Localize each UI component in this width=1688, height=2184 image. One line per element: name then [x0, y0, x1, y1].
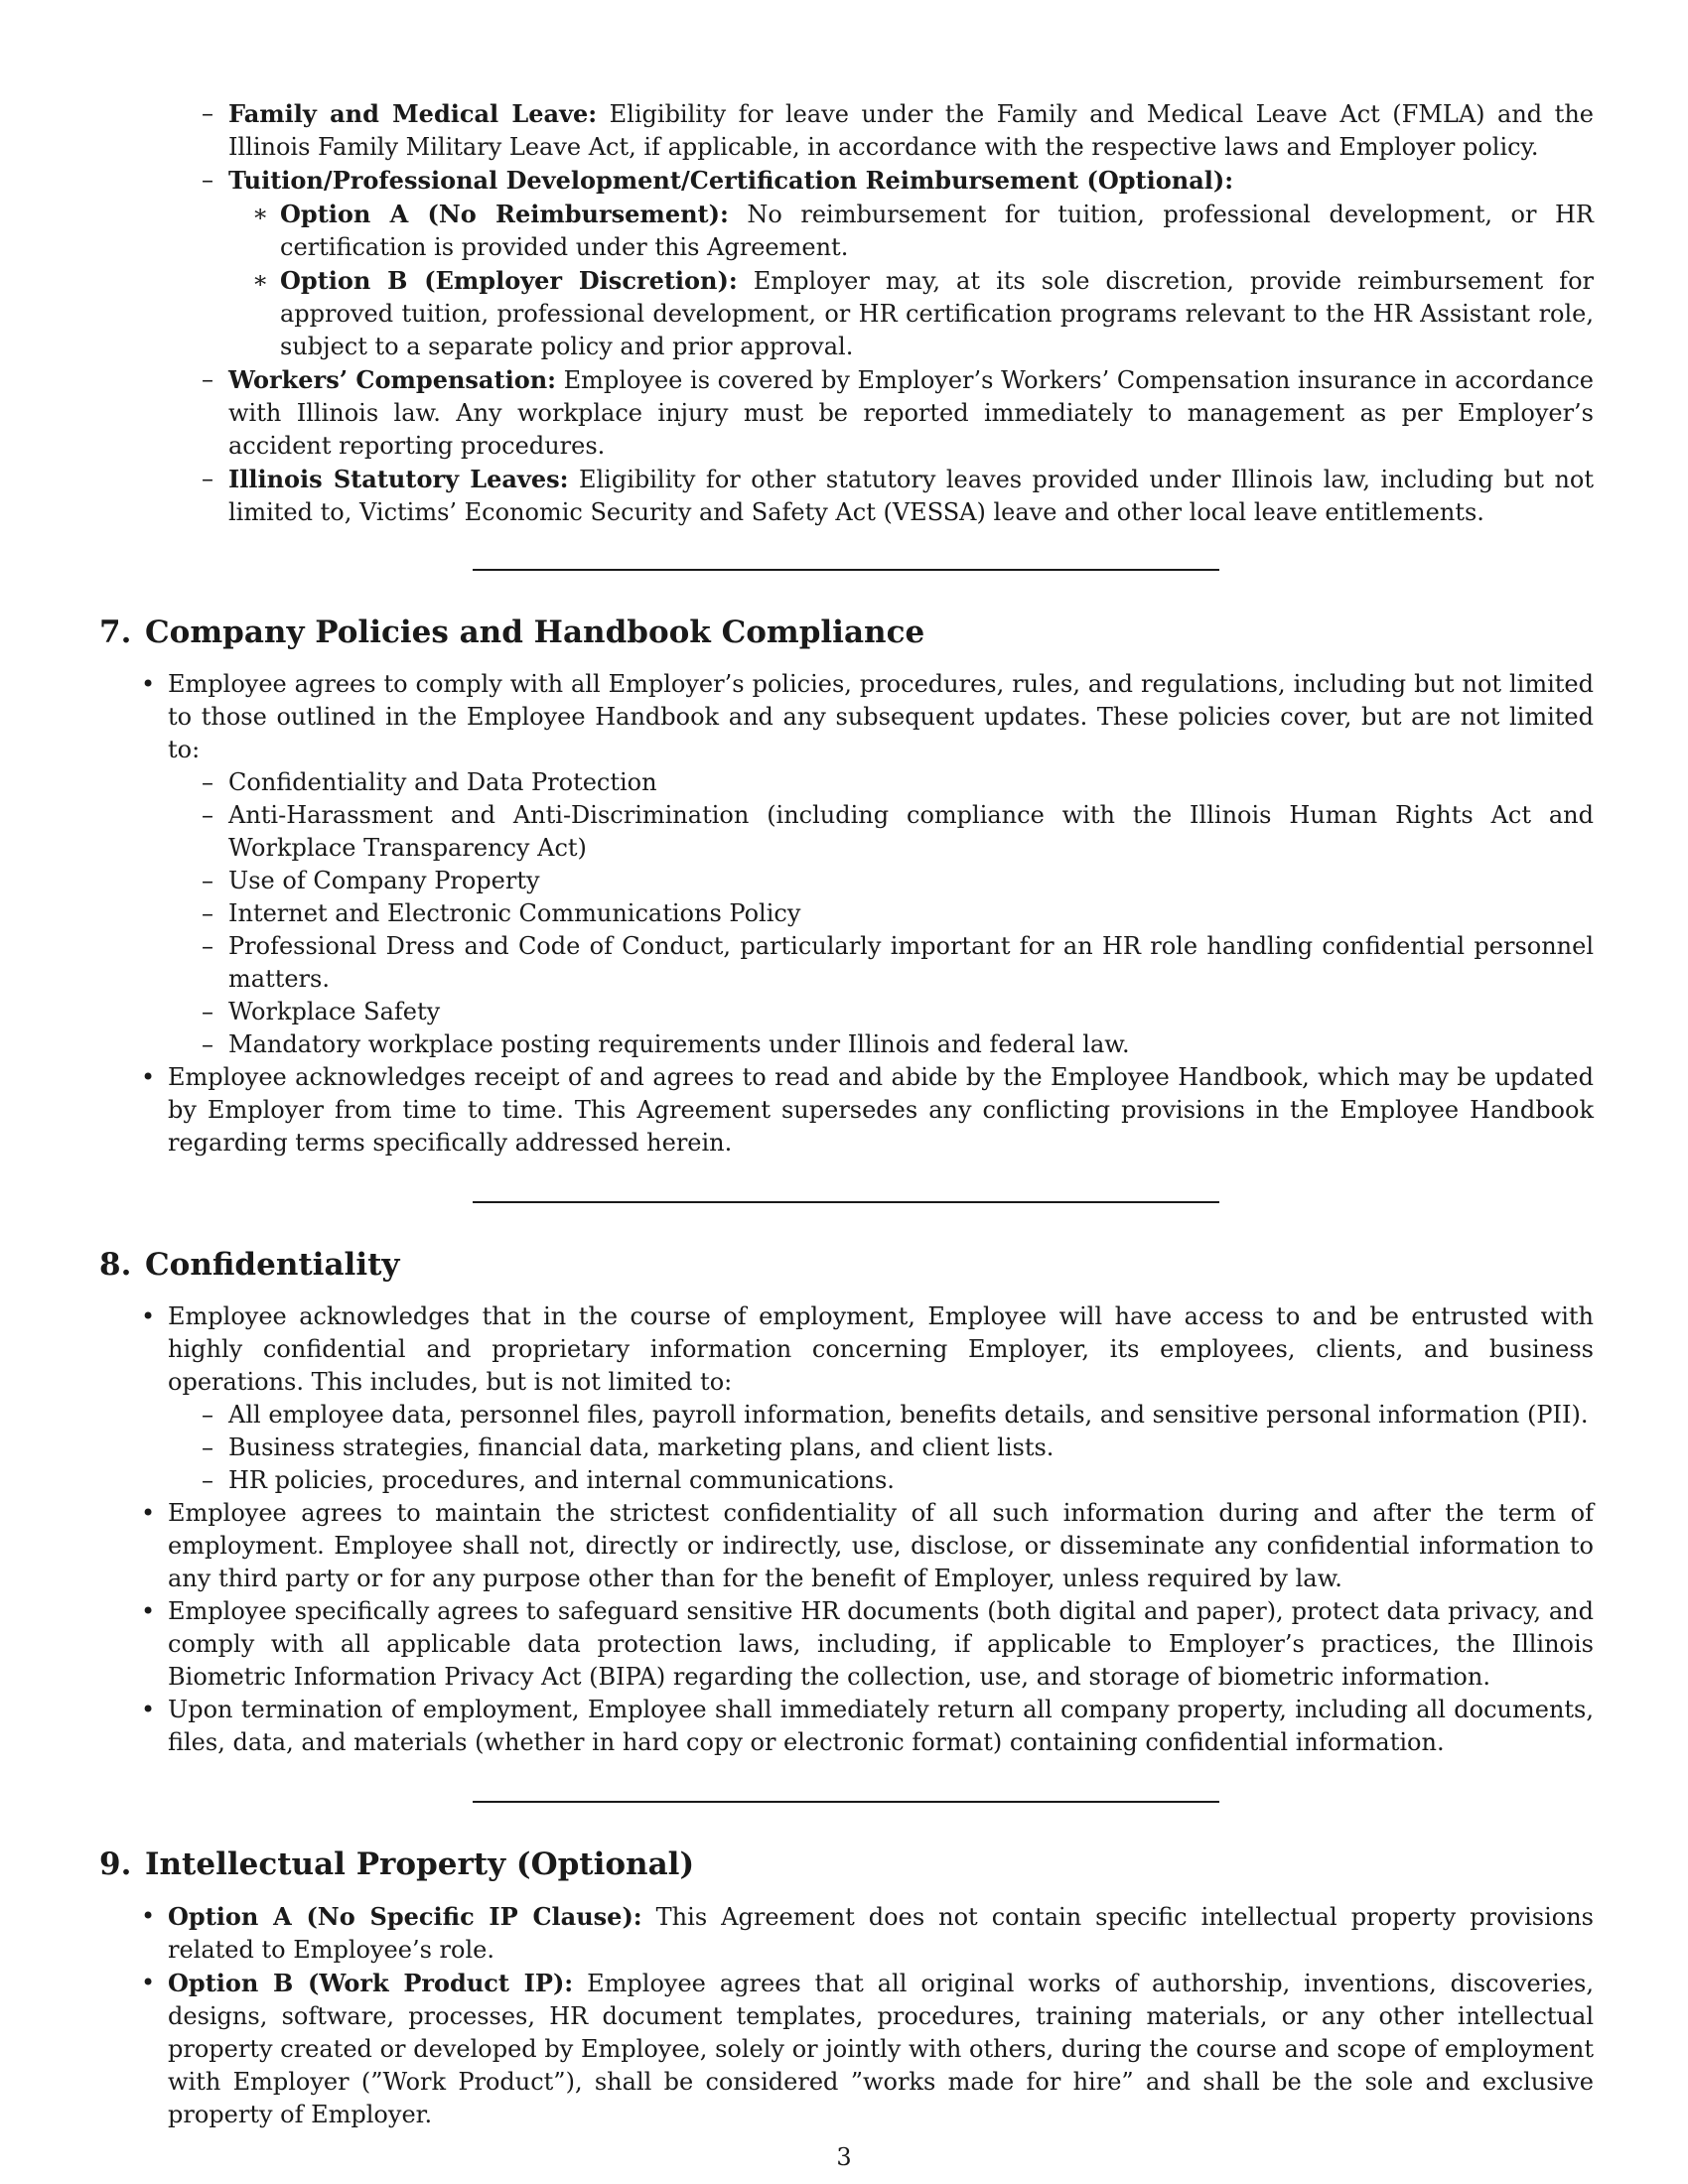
- list-item: [99, 865, 1594, 897]
- list-marker: –: [202, 99, 213, 127]
- section-divider: [473, 1201, 1219, 1203]
- list-item: [99, 1900, 1594, 1967]
- page-number: 3: [836, 2143, 852, 2171]
- list-item: [99, 897, 1594, 930]
- list-marker: •: [141, 1902, 156, 1930]
- item-term: Workers’ Compensation:: [228, 365, 557, 394]
- item-term: Option A (No Specific IP Clause):: [168, 1902, 642, 1931]
- section-number: 9.: [99, 1846, 132, 1882]
- item-text: All employee data, personnel files, payroll information, benefits details, and sensitive personal information (PII).: [228, 1401, 1589, 1429]
- item-text: Employee acknowledges receipt of and agrees to read and abide by the Employee Handbook, which may be updated by Employer from time to time. This Agreement supersedes any conflicting provisions in the Employee Handbook regarding terms specifically addressed herein.: [168, 1063, 1594, 1157]
- item-text: Professional Dress and Code of Conduct, particularly important for an HR role handling confidential personnel matters.: [228, 932, 1594, 993]
- list-item: [99, 1432, 1594, 1464]
- item-text: HR policies, procedures, and internal communications.: [228, 1466, 895, 1494]
- list-item: [99, 1028, 1594, 1061]
- list-marker: –: [202, 899, 213, 927]
- section-number: 7.: [99, 614, 132, 650]
- list-marker: •: [141, 1597, 156, 1625]
- list-marker: –: [202, 166, 213, 194]
- list-item: [99, 1399, 1594, 1432]
- list-item: [99, 198, 1594, 264]
- list-item: [99, 668, 1594, 766]
- section-heading-9: [99, 1844, 1594, 1884]
- section-title: Confidentiality: [145, 1247, 400, 1283]
- item-text: This Agreement does not contain specific intellectual property provisions related to Employee’s role.: [168, 1903, 1594, 1964]
- list-marker: –: [202, 465, 213, 492]
- list-marker: ∗: [252, 200, 269, 227]
- list-marker: –: [202, 365, 213, 393]
- item-text: Employee specifically agrees to safeguard sensitive HR documents (both digital and paper), protect data privacy, and comply with all applicable data protection laws, including, if applicable to Employer’s practices, the Illinois Biometric Information Privacy Act (BIPA) regarding the collection, use, and storage of biometric information.: [168, 1597, 1594, 1691]
- list-marker: –: [202, 801, 213, 829]
- section-heading-8: [99, 1245, 1594, 1285]
- item-text: Employee agrees that all original works of authorship, inventions, discoveries, designs, software, processes, HR document templates, procedures, training materials, or any other intellectual property created or developed by Employee, solely or jointly with others, during the course and scope of employment with Employer (”Work Product”), shall be considered ”works made for hire” and shall be the sole and exclusive property of Employer.: [168, 1970, 1594, 2128]
- section-title: Company Policies and Handbook Compliance: [145, 614, 925, 650]
- item-text: Eligibility for leave under the Family and Medical Leave Act (FMLA) and the Illinois Family Military Leave Act, if applicable, in accordance with the respective laws and Employer policy.: [228, 100, 1594, 161]
- item-text: Eligibility for other statutory leaves provided under Illinois law, including but not limited to, Victims’ Economic Security and Safety Act (VESSA) leave and other local leave entitlements.: [228, 466, 1595, 526]
- list-item: [99, 1300, 1594, 1399]
- list-item: [99, 766, 1594, 799]
- item-text: No reimbursement for tuition, professional development, or HR certification is provided under this Agreement.: [280, 201, 1595, 261]
- list-marker: –: [202, 1466, 213, 1494]
- list-marker: ∗: [252, 266, 269, 294]
- document-page: [99, 97, 1594, 2131]
- section-title: Intellectual Property (Optional): [145, 1846, 695, 1882]
- item-term: Option B (Work Product IP):: [168, 1969, 574, 1997]
- list-marker: •: [141, 1969, 156, 1996]
- list-marker: •: [141, 670, 156, 698]
- list-item: [99, 996, 1594, 1028]
- list-marker: –: [202, 1030, 213, 1058]
- item-text: Upon termination of employment, Employee shall immediately return all company property, including all documents, files, data, and materials (whether in hard copy or electronic format) containing confidential information.: [168, 1696, 1594, 1756]
- list-marker: •: [141, 1302, 156, 1330]
- item-term: Illinois Statutory Leaves:: [228, 465, 569, 493]
- list-marker: –: [202, 867, 213, 894]
- item-text: Employer may, at its sole discretion, provide reimbursement for approved tuition, professional development, or HR certification programs relevant to the HR Assistant role, subject to a separate policy and prior approval.: [280, 267, 1594, 360]
- item-text: Employee is covered by Employer’s Workers’ Compensation insurance in accordance with Illinois law. Any workplace injury must be reported immediately to management as per Employer’s accident reporting procedures.: [228, 366, 1595, 460]
- section-divider: [473, 1801, 1219, 1803]
- list-marker: –: [202, 768, 213, 796]
- list-marker: •: [141, 1696, 156, 1723]
- item-term: Family and Medical Leave:: [228, 99, 598, 128]
- section-8-list: [99, 1300, 1594, 1759]
- item-text: Business strategies, financial data, marketing plans, and client lists.: [228, 1433, 1055, 1461]
- item-text: Use of Company Property: [228, 867, 540, 894]
- list-marker: –: [202, 998, 213, 1025]
- item-term: Option A (No Reimbursement):: [280, 200, 729, 228]
- list-marker: •: [141, 1499, 156, 1527]
- item-text: Anti-Harassment and Anti-Discrimination (including compliance with the Illinois Human Rights Act and Workplace Transparency Act): [228, 801, 1594, 862]
- list-item: [99, 1061, 1594, 1160]
- list-marker: •: [141, 1063, 156, 1091]
- list-item: [99, 463, 1594, 529]
- list-marker: –: [202, 1401, 213, 1429]
- section-number: 8.: [99, 1247, 132, 1283]
- item-text: Workplace Safety: [228, 998, 441, 1025]
- list-item: [99, 363, 1594, 463]
- section-divider: [473, 569, 1219, 571]
- section-9-list: [99, 1900, 1594, 2131]
- list-item: [99, 799, 1594, 865]
- item-text: Confidentiality and Data Protection: [228, 768, 657, 796]
- list-item: [99, 164, 1594, 198]
- list-item: [99, 1464, 1594, 1497]
- section-heading-7: [99, 613, 1594, 652]
- list-marker: –: [202, 1433, 213, 1461]
- item-text: Mandatory workplace posting requirements under Illinois and federal law.: [228, 1030, 1130, 1058]
- item-text: Employee agrees to comply with all Employer’s policies, procedures, rules, and regulations, including but not limited to those outlined in the Employee Handbook and any subsequent updates. These policies cover, but are not limited to:: [168, 670, 1594, 763]
- list-marker: –: [202, 932, 213, 960]
- item-term: Tuition/Professional Development/Certification Reimbursement (Optional):: [228, 166, 1234, 195]
- item-text: Employee acknowledges that in the course of employment, Employee will have access to and be entrusted with highly confidential and proprietary information concerning Employer, its employees, clients, and business operations. This includes, but is not limited to:: [168, 1302, 1594, 1396]
- list-item: [99, 930, 1594, 996]
- section-7-list: [99, 668, 1594, 1160]
- benefits-list-continued: [99, 97, 1594, 529]
- list-item: [99, 97, 1594, 164]
- item-term: Option B (Employer Discretion):: [280, 266, 738, 295]
- item-text: Employee agrees to maintain the strictest confidentiality of all such information during and after the term of employment. Employee shall not, directly or indirectly, use, disclose, or disseminate any confidential information to any third party or for any purpose other than for the benefit of Employer, unless required by law.: [168, 1499, 1594, 1592]
- list-item: [99, 1497, 1594, 1595]
- item-text: Internet and Electronic Communications Policy: [228, 899, 801, 927]
- list-item: [99, 264, 1594, 363]
- list-item: [99, 1967, 1594, 2131]
- list-item: [99, 1694, 1594, 1759]
- list-item: [99, 1595, 1594, 1694]
